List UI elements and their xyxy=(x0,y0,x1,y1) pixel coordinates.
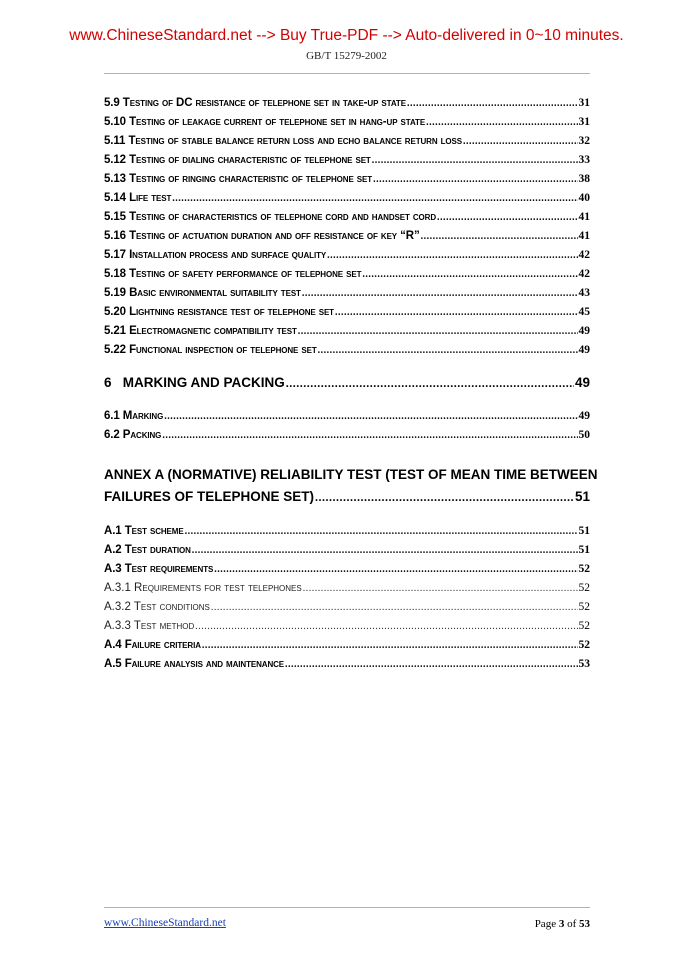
toc-entry-5-20[interactable] xyxy=(104,306,590,318)
page-prefix: Page xyxy=(534,918,559,930)
standard-code: GB/T 15279-2002 xyxy=(306,50,387,62)
toc-entry-page: 50 xyxy=(578,429,590,441)
leader-dots xyxy=(202,640,578,651)
toc-entry-title: 5.10 Testing of leakage current of telephone set in hang-up state xyxy=(104,116,426,128)
toc-entry-title: 5.18 Testing of safety performance of telephone set xyxy=(104,268,362,280)
leader-dots xyxy=(426,117,577,128)
toc-entry-page: 32 xyxy=(578,135,590,147)
page-current: 3 xyxy=(558,918,565,930)
toc-entry-5-18[interactable] xyxy=(104,268,590,280)
toc-entry-title: A.3.3 Test method xyxy=(104,620,195,632)
toc-entry-6-2[interactable] xyxy=(104,429,590,441)
toc-entry-a-3-2[interactable] xyxy=(104,601,590,613)
toc-entry-page: 43 xyxy=(578,287,590,299)
toc-entry-page: 49 xyxy=(578,344,590,356)
toc-entry-page: 52 xyxy=(578,582,590,594)
toc-entry-title: 5.21 Electromagnetic compatibility test xyxy=(104,325,297,337)
toc-entry-page: 52 xyxy=(578,620,590,632)
toc-entry-a-1[interactable] xyxy=(104,525,590,537)
toc-entry-title: A.3.2 Test conditions xyxy=(104,601,210,613)
toc-entry-page: 52 xyxy=(578,639,590,651)
toc-entry-5-22[interactable] xyxy=(104,344,590,356)
toc-entry-page: 42 xyxy=(578,268,590,280)
top-banner[interactable]: www.ChineseStandard.net --> Buy True-PDF --> Auto-delivered in 0~10 minutes. xyxy=(69,27,624,44)
toc-entry-a-4[interactable] xyxy=(104,639,590,651)
toc-entry-5-11[interactable] xyxy=(104,135,590,147)
leader-dots xyxy=(211,602,578,613)
page-number xyxy=(535,918,590,930)
leader-dots xyxy=(463,136,577,147)
toc-entry-title: A.1 Test scheme xyxy=(104,525,184,537)
toc-entry-page: 49 xyxy=(578,325,590,337)
toc-entry-5-14[interactable] xyxy=(104,192,590,204)
toc-entry-page: 41 xyxy=(578,211,590,223)
toc-entry-page: 53 xyxy=(578,658,590,670)
leader-dots xyxy=(335,307,578,318)
leader-dots xyxy=(421,231,578,242)
toc-entry-title: 5.15 Testing of characteristics of telephone cord and handset cord xyxy=(104,211,437,223)
toc-entry-title: 5.19 Basic environmental suitability test xyxy=(104,287,301,299)
toc-entry-5-15[interactable] xyxy=(104,211,590,223)
leader-dots xyxy=(302,288,578,299)
toc-entry-5-21[interactable] xyxy=(104,325,590,337)
toc-entry-a-2[interactable] xyxy=(104,544,590,556)
toc-entry-title: A.4 Failure criteria xyxy=(104,639,201,651)
toc-entry-title: 5.14 Life test xyxy=(104,192,172,204)
leader-dots xyxy=(164,411,577,422)
toc-entry-title: 6.1 Marking xyxy=(104,410,164,422)
toc-entry-title: 5.13 Testing of ringing characteristic of telephone set xyxy=(104,173,373,185)
toc-entry-page: 45 xyxy=(578,306,590,318)
toc-annex-a[interactable] xyxy=(104,489,590,505)
toc-entry-page: 49 xyxy=(578,410,590,422)
leader-dots xyxy=(372,155,578,166)
toc-entry-page: 41 xyxy=(578,230,590,242)
toc-entry-5-17[interactable] xyxy=(104,249,590,261)
toc-entry-title: 6.2 Packing xyxy=(104,429,162,441)
leader-dots xyxy=(318,345,578,356)
toc-entry-page: 51 xyxy=(578,544,590,556)
leader-dots xyxy=(185,526,578,537)
page-middle: of xyxy=(564,918,579,930)
toc-entry-title: A.3 Test requirements xyxy=(104,563,214,575)
footer-site-link[interactable]: www.ChineseStandard.net xyxy=(104,917,226,929)
toc-entry-title: 5.11 Testing of stable balance return loss and echo balance return loss xyxy=(104,135,463,147)
toc-entry-title: 5.9 Testing of DC resistance of telephone set in take-up state xyxy=(104,97,406,109)
toc-entry-5-13[interactable] xyxy=(104,173,590,185)
leader-dots xyxy=(162,430,577,441)
toc-entry-page: 42 xyxy=(578,249,590,261)
toc-entry-title: 5.20 Lightning resistance test of telephone set xyxy=(104,306,334,318)
leader-dots xyxy=(407,98,578,109)
leader-dots xyxy=(303,583,578,594)
toc-entry-page: 38 xyxy=(578,173,590,185)
toc-annex-title-line2: FAILURES OF TELEPHONE SET) xyxy=(104,489,315,504)
toc-entry-5-10[interactable] xyxy=(104,116,590,128)
toc-entry-page: 33 xyxy=(578,154,590,166)
toc-entry-page: 51 xyxy=(578,525,590,537)
footer-divider xyxy=(104,907,590,908)
toc-entry-title: 5.22 Functional inspection of telephone set xyxy=(104,344,317,356)
toc-entry-title: A.3.1 Requirements for test telephones xyxy=(104,582,302,594)
leader-dots xyxy=(172,193,577,204)
leader-dots xyxy=(315,490,574,505)
header-divider xyxy=(104,73,590,74)
leader-dots xyxy=(195,621,577,632)
toc-entry-title: 5.16 Testing of actuation duration and off resistance of key “R” xyxy=(104,230,420,242)
toc-entry-title: A.5 Failure analysis and maintenance xyxy=(104,658,285,670)
toc-entry-a-3[interactable] xyxy=(104,563,590,575)
toc-entry-a-3-3[interactable] xyxy=(104,620,590,632)
toc-entry-a-5[interactable] xyxy=(104,658,590,670)
toc-entry-a-3-1[interactable] xyxy=(104,582,590,594)
toc-entry-5-12[interactable] xyxy=(104,154,590,166)
leader-dots xyxy=(298,326,578,337)
toc-entry-page: 31 xyxy=(578,116,590,128)
leader-dots xyxy=(437,212,577,223)
leader-dots xyxy=(192,545,578,556)
toc-annex-title-line1[interactable]: ANNEX A (NORMATIVE) RELIABILITY TEST (TEST OF MEAN TIME BETWEEN xyxy=(104,467,598,482)
toc-entry-page: 40 xyxy=(578,192,590,204)
page-total: 53 xyxy=(579,918,590,930)
toc-chapter-page: 49 xyxy=(574,375,590,390)
toc-entry-5-16[interactable] xyxy=(104,230,590,242)
toc-entry-title: 5.12 Testing of dialing characteristic of telephone set xyxy=(104,154,371,166)
toc-entry-5-19[interactable] xyxy=(104,287,590,299)
toc-chapter-title: 6 MARKING AND PACKING xyxy=(104,375,285,390)
leader-dots xyxy=(373,174,577,185)
toc-entry-5-9[interactable] xyxy=(104,97,590,109)
toc-chapter-6[interactable] xyxy=(104,375,590,391)
toc-entry-page: 52 xyxy=(578,601,590,613)
toc-entry-page: 31 xyxy=(578,97,590,109)
toc-annex-page: 51 xyxy=(574,489,590,504)
toc-entry-title: 5.17 Installation process and surface quality xyxy=(104,249,327,261)
leader-dots xyxy=(214,564,577,575)
toc-entry-page: 52 xyxy=(578,563,590,575)
leader-dots xyxy=(285,659,577,670)
leader-dots xyxy=(286,376,574,391)
toc-entry-title: A.2 Test duration xyxy=(104,544,191,556)
leader-dots xyxy=(362,269,577,280)
leader-dots xyxy=(327,250,577,261)
toc-entry-6-1[interactable] xyxy=(104,410,590,422)
